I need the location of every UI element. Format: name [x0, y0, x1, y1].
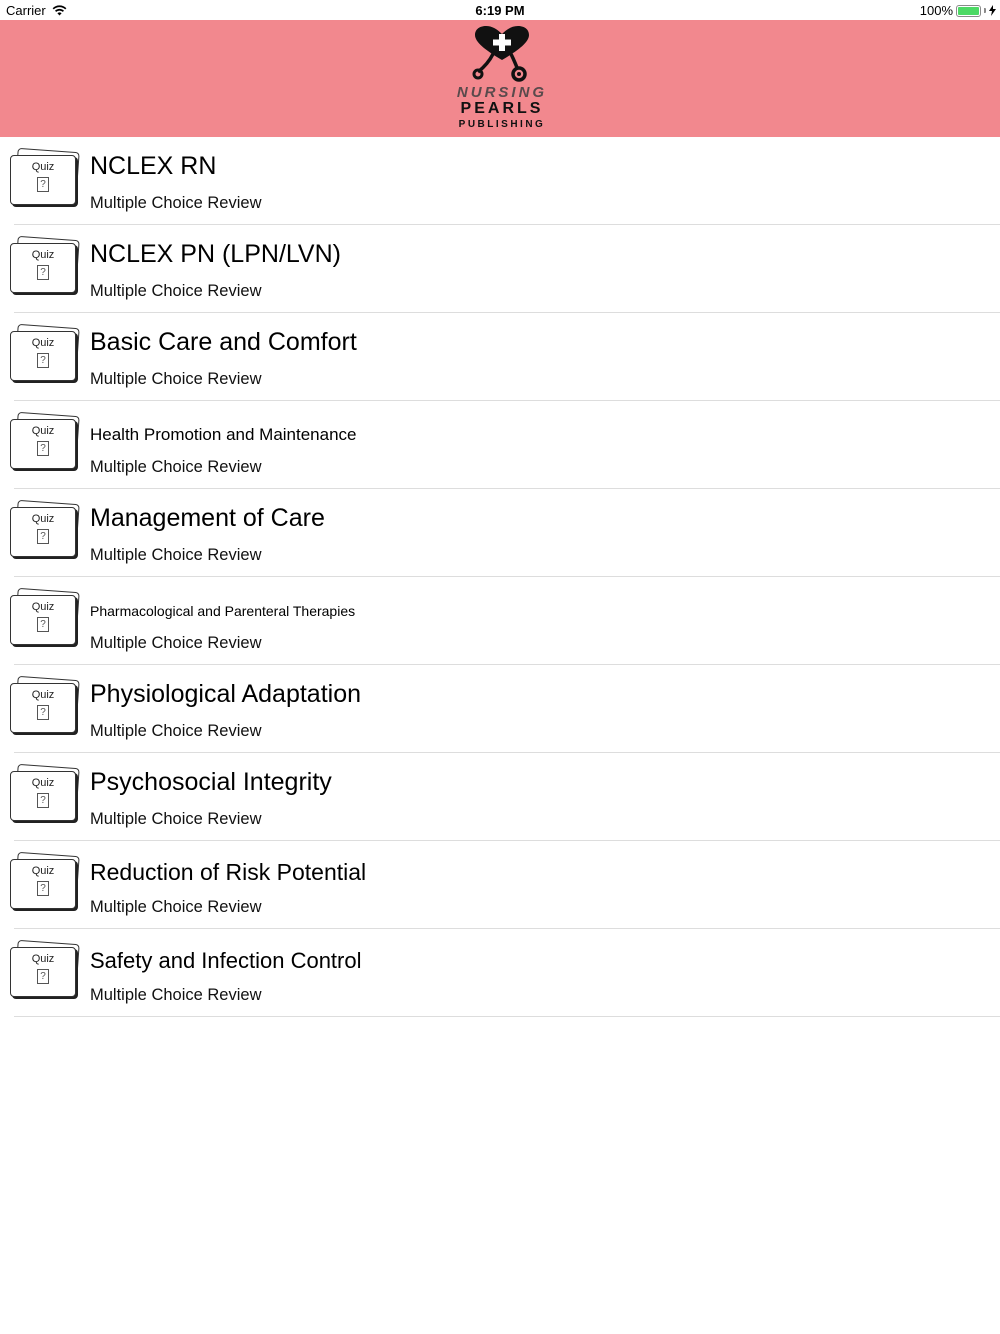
logo-text-nursing: NURSING — [456, 84, 548, 101]
quiz-cards-icon — [9, 590, 81, 646]
quiz-cards-icon — [9, 414, 81, 470]
question-mark-icon: ? — [37, 617, 49, 632]
quiz-title: NCLEX RN — [90, 152, 217, 180]
nursing-pearls-logo — [452, 26, 552, 132]
quiz-title: Physiological Adaptation — [90, 680, 362, 708]
charging-bolt-icon — [989, 5, 996, 16]
quiz-list-item[interactable] — [0, 929, 1000, 1017]
quiz-title: Psychosocial Integrity — [90, 768, 332, 796]
quiz-list-item[interactable] — [0, 313, 1000, 401]
quiz-cards-icon — [9, 150, 81, 206]
status-bar — [0, 0, 1000, 20]
quiz-subtitle: Multiple Choice Review — [90, 370, 262, 388]
quiz-list-item[interactable] — [0, 665, 1000, 753]
quiz-subtitle: Multiple Choice Review — [90, 898, 262, 916]
quiz-subtitle: Multiple Choice Review — [90, 458, 262, 476]
question-mark-icon: ? — [37, 969, 49, 984]
question-mark-icon: ? — [37, 881, 49, 896]
quiz-cards-icon — [9, 766, 81, 822]
battery-fill — [958, 7, 979, 15]
app-header — [0, 20, 1000, 137]
quiz-title: Health Promotion and Maintenance — [90, 425, 357, 444]
quiz-list-item[interactable] — [0, 137, 1000, 225]
status-time: 6:19 PM — [475, 3, 525, 18]
quiz-icon-label: Quiz — [31, 249, 55, 261]
quiz-icon-label: Quiz — [31, 689, 55, 701]
quiz-icon-label: Quiz — [31, 865, 55, 877]
battery-tip — [984, 8, 986, 13]
quiz-title: Management of Care — [90, 504, 325, 532]
quiz-icon-label: Quiz — [31, 601, 55, 613]
quiz-title: Pharmacological and Parenteral Therapies — [90, 603, 356, 619]
quiz-list-item[interactable] — [0, 401, 1000, 489]
quiz-title: NCLEX PN (LPN/LVN) — [90, 240, 341, 268]
quiz-subtitle: Multiple Choice Review — [90, 282, 262, 300]
carrier-label: Carrier — [6, 3, 46, 18]
quiz-title: Reduction of Risk Potential — [90, 859, 367, 885]
logo-text-publishing: PUBLISHING — [458, 119, 546, 130]
quiz-icon-label: Quiz — [31, 513, 55, 525]
question-mark-icon: ? — [37, 441, 49, 456]
battery-icon — [956, 5, 981, 17]
quiz-subtitle: Multiple Choice Review — [90, 634, 262, 652]
quiz-icon-label: Quiz — [31, 777, 55, 789]
question-mark-icon: ? — [37, 529, 49, 544]
quiz-icon-label: Quiz — [31, 425, 55, 437]
logo-text-pearls: PEARLS — [460, 100, 544, 117]
quiz-list-item[interactable] — [0, 577, 1000, 665]
quiz-list-item[interactable] — [0, 225, 1000, 313]
quiz-subtitle: Multiple Choice Review — [90, 986, 262, 1004]
quiz-icon-label: Quiz — [31, 337, 55, 349]
heart-stethoscope-icon — [471, 26, 533, 84]
quiz-cards-icon — [9, 326, 81, 382]
quiz-icon-label: Quiz — [31, 161, 55, 173]
question-mark-icon: ? — [37, 353, 49, 368]
quiz-icon-label: Quiz — [31, 953, 55, 965]
quiz-subtitle: Multiple Choice Review — [90, 810, 262, 828]
status-right — [920, 3, 996, 18]
quiz-title: Safety and Infection Control — [90, 948, 362, 973]
quiz-subtitle: Multiple Choice Review — [90, 546, 262, 564]
quiz-list-item[interactable] — [0, 489, 1000, 577]
quiz-title: Basic Care and Comfort — [90, 328, 357, 356]
question-mark-icon: ? — [37, 793, 49, 808]
quiz-subtitle: Multiple Choice Review — [90, 722, 262, 740]
question-mark-icon: ? — [37, 265, 49, 280]
quiz-cards-icon — [9, 942, 81, 998]
quiz-list-item[interactable] — [0, 841, 1000, 929]
question-mark-icon: ? — [37, 177, 49, 192]
quiz-cards-icon — [9, 678, 81, 734]
quiz-cards-icon — [9, 238, 81, 294]
quiz-cards-icon — [9, 854, 81, 910]
battery-percent: 100% — [919, 3, 953, 18]
quiz-subtitle: Multiple Choice Review — [90, 194, 262, 212]
question-mark-icon: ? — [37, 705, 49, 720]
quiz-list-item[interactable] — [0, 753, 1000, 841]
quiz-list — [0, 137, 1000, 1017]
quiz-cards-icon — [9, 502, 81, 558]
